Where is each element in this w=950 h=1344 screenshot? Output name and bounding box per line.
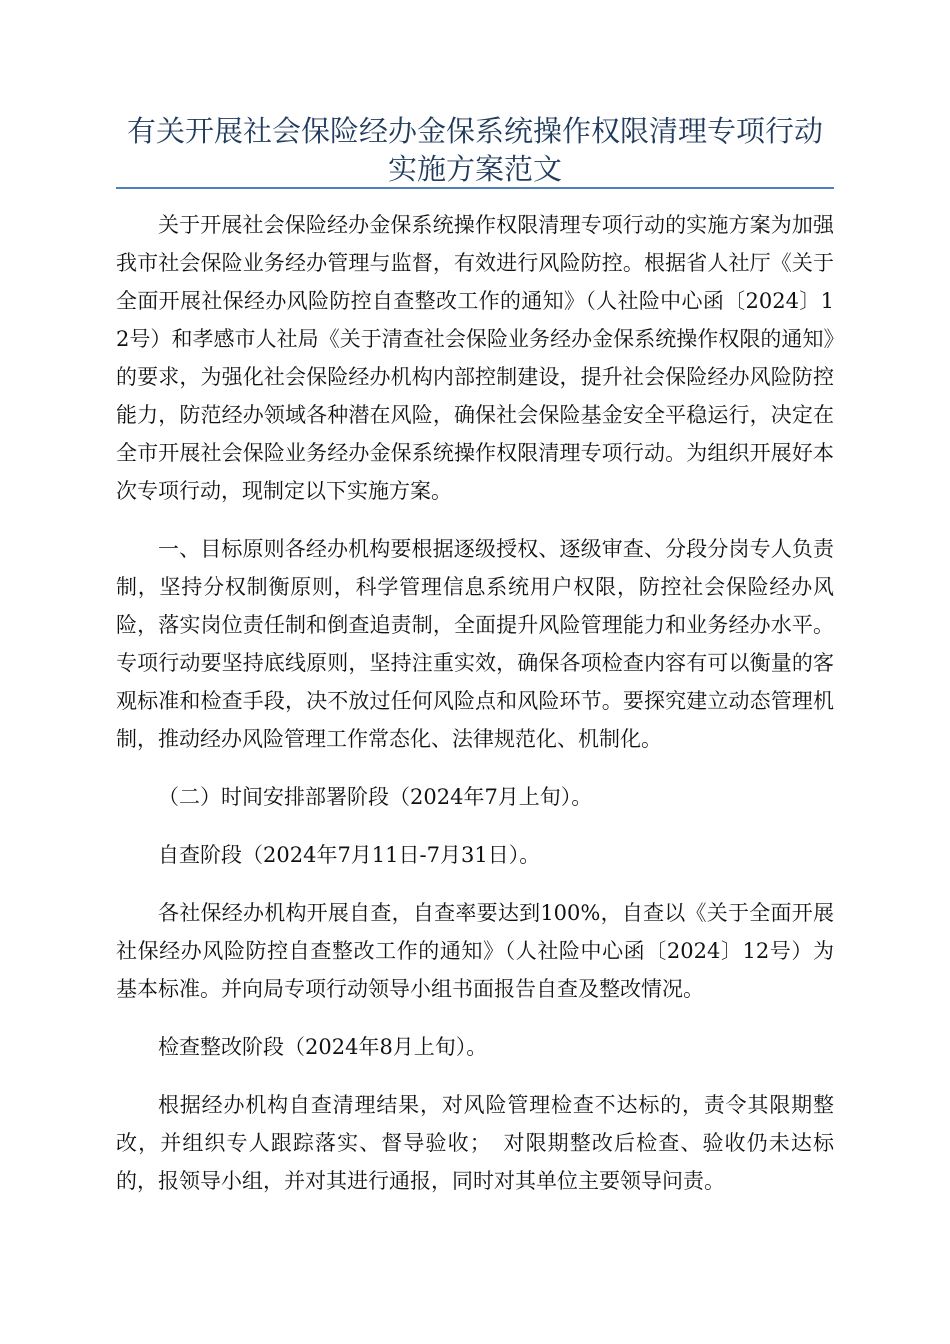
title-underline <box>116 187 834 189</box>
paragraph-gap <box>116 1066 834 1086</box>
paragraph-intro: 关于开展社会保险经办金保系统操作权限清理专项行动的实施方案为加强我市社会保险业务经办管理与监督，有效进行风险防控。根据省人社厅《关于全面开展社保经办风险防控自查整改工作的通知》（人社险中心函〔2024〕12号）和孝感市人社局《关于清查社会保险业务经办金保系统操作权限的通知》的要求，为强化社会保险经办机构内部控制建设，提升社会保险经办风险防控能力，防范经办领域各种潜在风险，确保社会保险基金安全平稳运行，决定在全市开展社会保险业务经办金保系统操作权限清理专项行动。为组织开展好本次专项行动，现制定以下实施方案。 <box>116 213 834 503</box>
paragraph-gap <box>116 816 834 836</box>
paragraph-inspection-detail: 根据经办机构自查清理结果，对风险管理检查不达标的，责令其限期整改，并组织专人跟踪落实、督导验收； 对限期整改后检查、验收仍未达标的，报领导小组，并对其进行通报，同时对其单位主要领导问责。 <box>116 1093 834 1193</box>
paragraph-inspection-phase: 检查整改阶段（2024年8月上旬）。 <box>158 1035 488 1059</box>
paragraph-goals: 一、目标原则各经办机构要根据逐级授权、逐级审查、分段分岗专人负责制，坚持分权制衡原则，科学管理信息系统用户权限，防控社会保险经办风险，落实岗位责任制和倒查追责制，全面提升风险管理能力和业务经办水平。专项行动要坚持底线原则，坚持注重实效，确保各项检查内容有可以衡量的客观标准和检查手段，决不放过任何风险点和风险环节。要探究建立动态管理机制，推动经办风险管理工作常态化、法律规范化、机制化。 <box>116 537 834 751</box>
paragraph-schedule: （二）时间安排部署阶段（2024年7月上旬）。 <box>158 785 593 809</box>
paragraph-gap <box>116 1008 834 1028</box>
document-title <box>116 112 834 188</box>
paragraph-gap <box>116 874 834 894</box>
title-line-1: 有关开展社会保险经办金保系统操作权限清理专项行动 <box>126 114 823 148</box>
document-body <box>116 206 834 1200</box>
paragraph-gap <box>116 758 834 778</box>
paragraph-gap <box>116 510 834 530</box>
paragraph-self-check-detail: 各社保经办机构开展自查，自查率要达到100%，自查以《关于全面开展社保经办风险防控自查整改工作的通知》（人社险中心函〔2024〕12号）为基本标准。并向局专项行动领导小组书面报告自查及整改情况。 <box>116 901 834 1001</box>
paragraph-self-check-phase: 自查阶段（2024年7月11日-7月31日）。 <box>158 843 541 867</box>
title-line-2: 实施方案范文 <box>387 152 562 186</box>
